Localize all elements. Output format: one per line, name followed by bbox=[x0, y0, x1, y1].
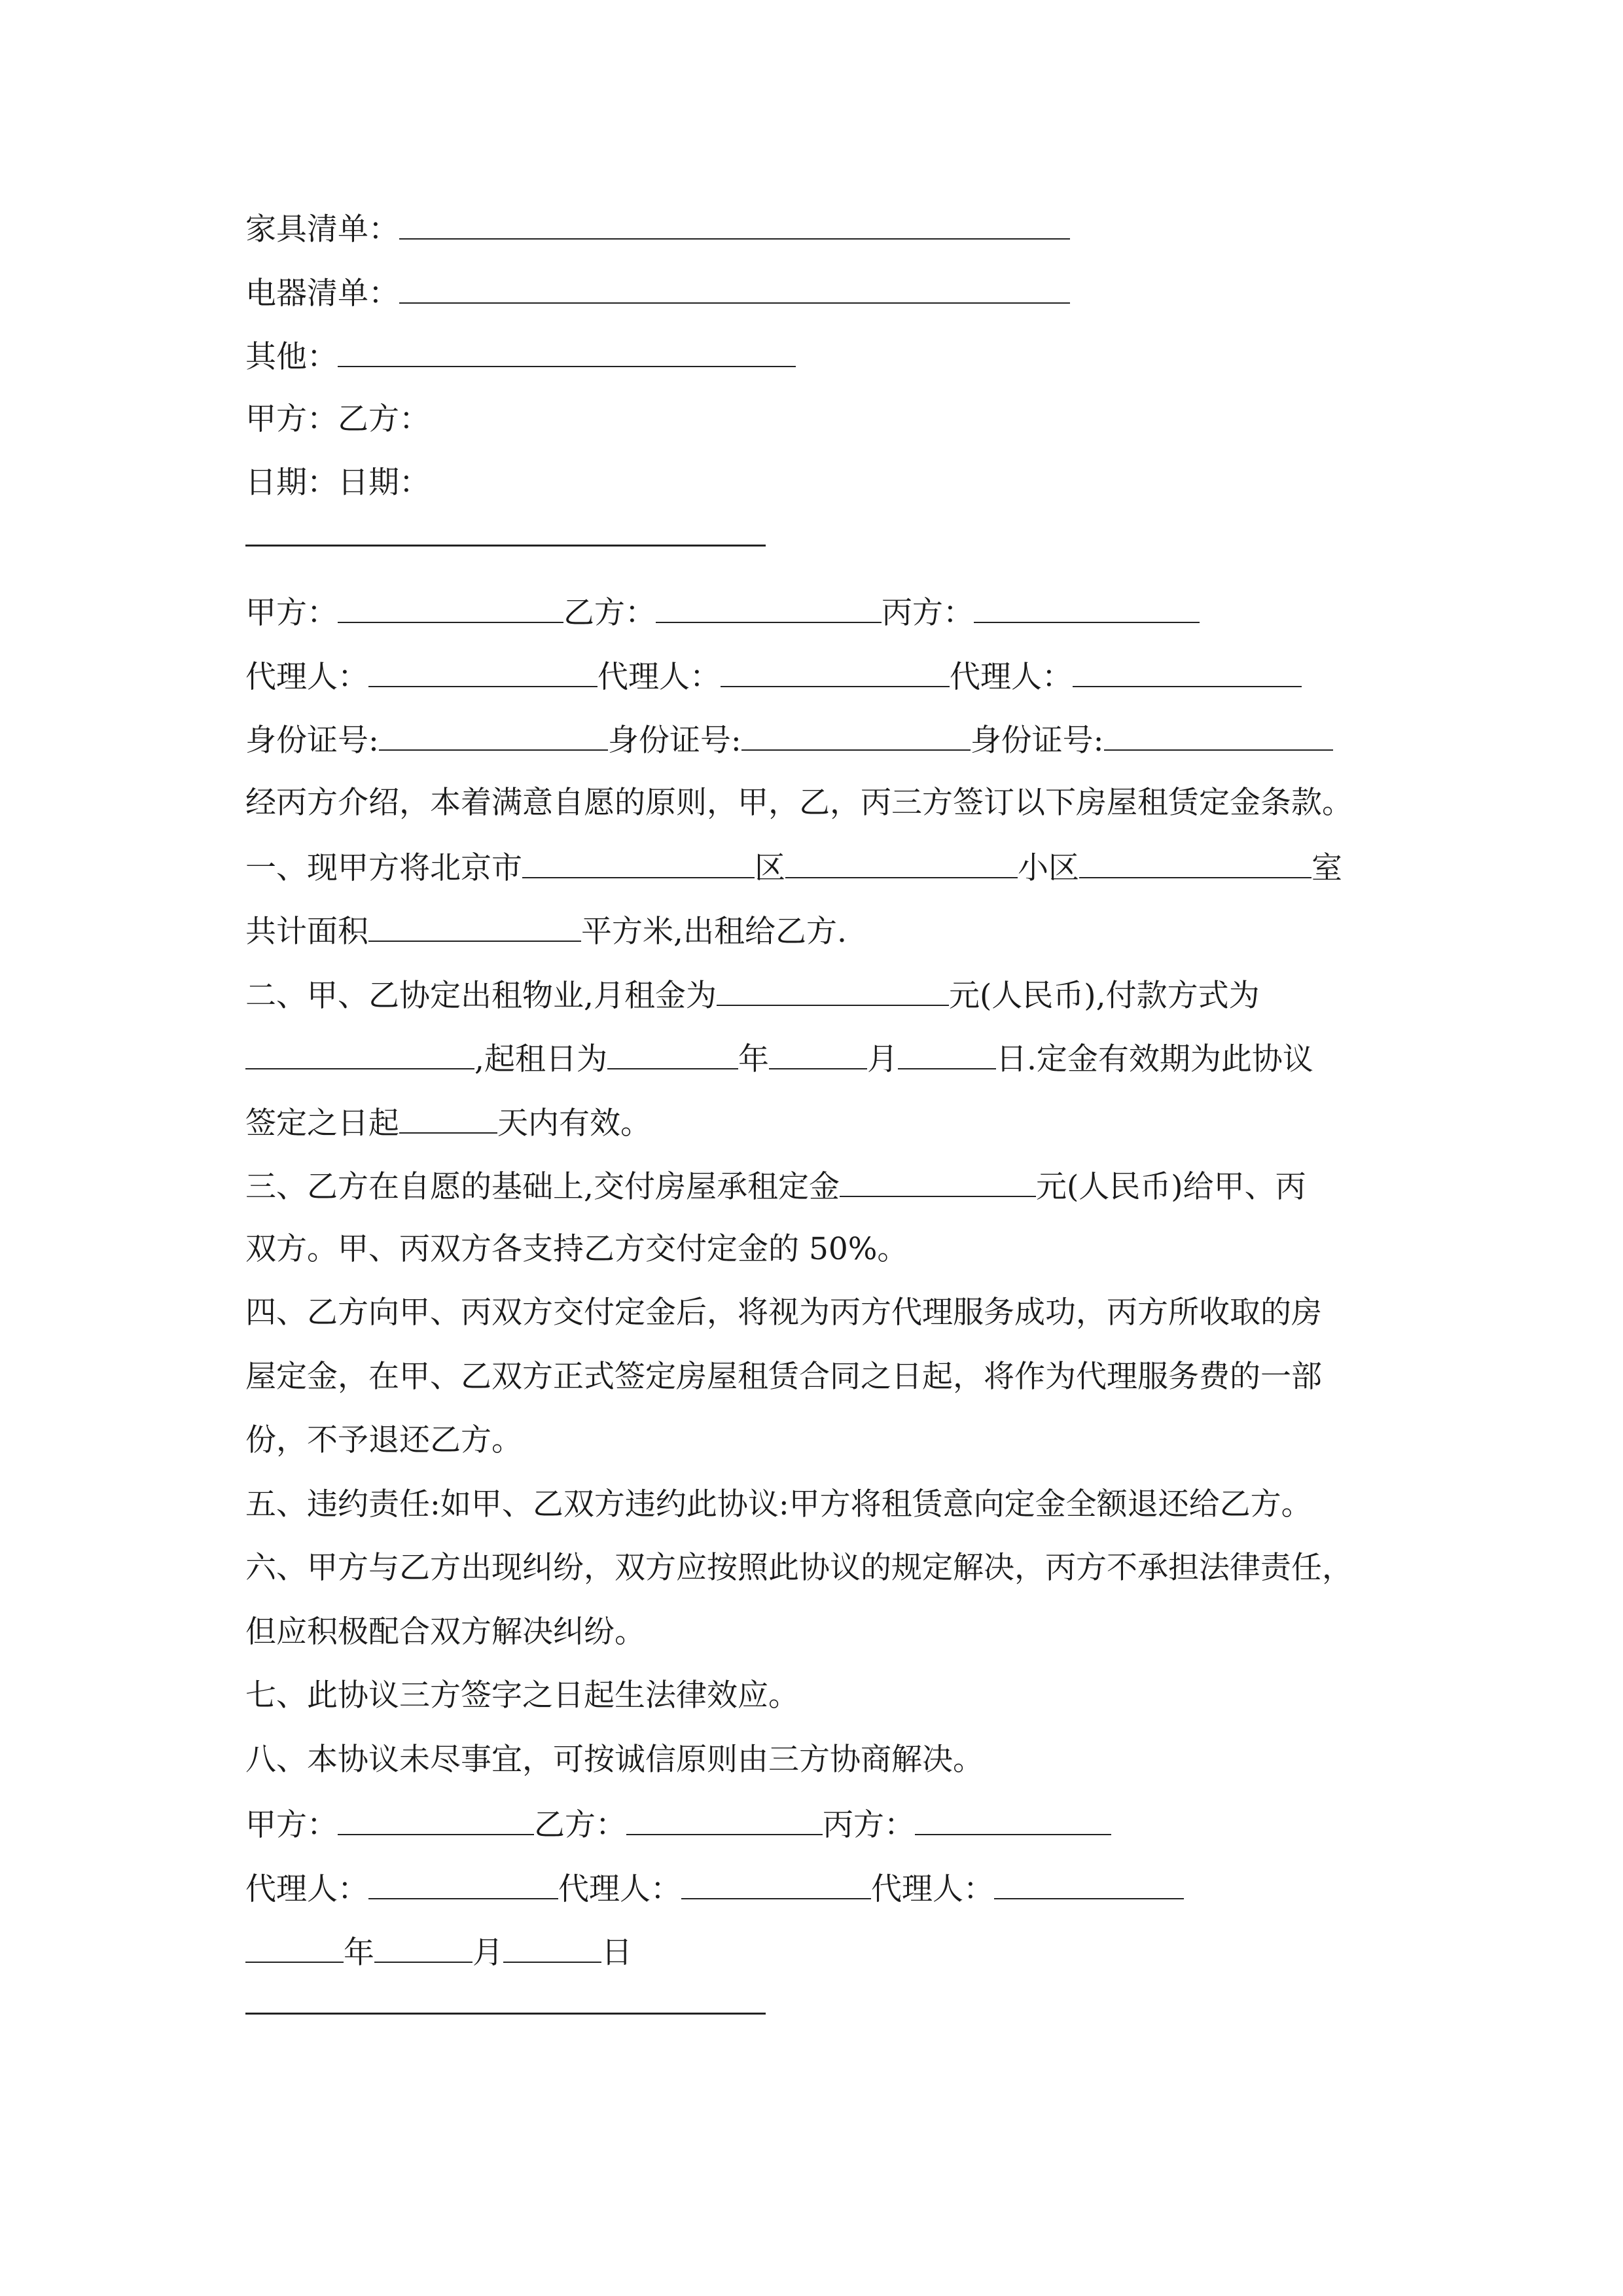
sig-party-b-blank[interactable] bbox=[626, 1804, 823, 1835]
agents-row bbox=[245, 656, 1302, 697]
clause-6-line-2: 但应积极配合双方解决纠纷。 bbox=[245, 1614, 645, 1650]
sign-day-label: 日 bbox=[601, 1935, 632, 1971]
area-blank[interactable] bbox=[368, 910, 581, 942]
sig-agent-b-blank[interactable] bbox=[681, 1868, 871, 1899]
party-b-label: 乙方： bbox=[563, 595, 656, 631]
furniture-list-label: 家具清单： bbox=[245, 211, 399, 247]
clause-3-line-1 bbox=[245, 1166, 1306, 1207]
clause-2-line-2 bbox=[245, 1038, 1313, 1079]
id-row bbox=[245, 719, 1333, 761]
clause-8: 八、本协议未尽事宜，可按诚信原则由三方协商解决。 bbox=[245, 1742, 984, 1778]
other-blank[interactable] bbox=[338, 336, 796, 367]
community-label: 小区 bbox=[1018, 850, 1079, 886]
party-b-blank[interactable] bbox=[656, 592, 882, 623]
community-blank[interactable] bbox=[785, 847, 1018, 878]
agent-c-label: 代理人： bbox=[950, 659, 1073, 695]
sign-day-blank[interactable] bbox=[503, 1931, 601, 1963]
clause-2-line-3 bbox=[245, 1102, 651, 1143]
id-a-label: 身份证号: bbox=[245, 723, 379, 759]
id-b-blank[interactable] bbox=[741, 719, 971, 751]
sig-agent-b-label: 代理人： bbox=[558, 1871, 681, 1907]
room-label: 室 bbox=[1311, 850, 1342, 886]
id-c-blank[interactable] bbox=[1104, 719, 1333, 751]
payment-method-label: 元(人民币),付款方式为 bbox=[948, 978, 1260, 1014]
appliance-list-blank[interactable] bbox=[399, 272, 1070, 304]
clause-1-line-2 bbox=[245, 910, 847, 952]
year-label: 年 bbox=[738, 1041, 769, 1077]
sig-party-a-blank[interactable] bbox=[338, 1804, 534, 1835]
sign-year-label: 年 bbox=[344, 1935, 374, 1971]
clause-4-line-3: 份，不予退还乙方。 bbox=[245, 1422, 522, 1458]
validity-days-blank[interactable] bbox=[399, 1102, 497, 1134]
id-b-label: 身份证号: bbox=[607, 723, 741, 759]
signature-agents-row bbox=[245, 1868, 1184, 1909]
month-label: 月 bbox=[866, 1041, 898, 1077]
validity-start-text: 签定之日起 bbox=[245, 1105, 399, 1141]
agent-b-blank[interactable] bbox=[721, 656, 950, 687]
clause-2-line-1 bbox=[245, 975, 1260, 1016]
clause-6-line-1: 六、甲方与乙方出现纠纷，双方应按照此协议的规定解决，丙方不承担法律责任， bbox=[245, 1550, 1353, 1586]
date-sign-line: 日期：日期： bbox=[245, 465, 430, 501]
district-blank[interactable] bbox=[522, 847, 755, 878]
signature-parties-row bbox=[245, 1804, 1111, 1845]
agent-c-blank[interactable] bbox=[1073, 656, 1302, 687]
furniture-list-blank[interactable] bbox=[399, 208, 1070, 240]
clause-1-line-1 bbox=[245, 847, 1342, 888]
sig-party-c-blank[interactable] bbox=[915, 1804, 1111, 1835]
start-day-blank[interactable] bbox=[898, 1038, 996, 1069]
monthly-rent-blank[interactable] bbox=[717, 975, 949, 1006]
sign-month-label: 月 bbox=[473, 1935, 503, 1971]
parties-row bbox=[245, 592, 1200, 633]
room-blank[interactable] bbox=[1079, 847, 1311, 878]
party-c-label: 丙方： bbox=[882, 595, 974, 631]
section-divider-top bbox=[245, 545, 766, 547]
sign-year-blank[interactable] bbox=[245, 1931, 344, 1963]
id-a-blank[interactable] bbox=[379, 719, 608, 751]
deposit-amount-blank[interactable] bbox=[840, 1166, 1036, 1197]
intro-paragraph: 经丙方介绍，本着满意自愿的原则，甲，乙，丙三方签订以下房屋租赁定金条款。 bbox=[245, 785, 1353, 821]
clause-4-line-1 bbox=[245, 1293, 1378, 1333]
district-label: 区 bbox=[755, 850, 785, 886]
clause-2-text: 二、甲、乙协定出租物业,月租金为 bbox=[245, 978, 717, 1014]
validity-end-text: 天内有效。 bbox=[497, 1105, 651, 1141]
sig-party-a-label: 甲方： bbox=[245, 1807, 338, 1843]
section-divider-bottom bbox=[245, 2013, 766, 2015]
sig-agent-c-blank[interactable] bbox=[994, 1868, 1184, 1899]
sig-party-b-label: 乙方： bbox=[534, 1807, 626, 1843]
clause-1-text: 一、现甲方将北京市 bbox=[245, 850, 522, 886]
party-a-blank[interactable] bbox=[338, 592, 563, 623]
payment-method-blank[interactable] bbox=[245, 1038, 474, 1069]
sign-month-blank[interactable] bbox=[374, 1931, 473, 1963]
agent-a-blank[interactable] bbox=[368, 656, 597, 687]
clause-7: 七、此协议三方签字之日起生法律效应。 bbox=[245, 1677, 799, 1713]
sig-agent-a-label: 代理人： bbox=[245, 1871, 368, 1907]
party-a-label: 甲方： bbox=[245, 595, 338, 631]
start-month-blank[interactable] bbox=[769, 1038, 867, 1069]
sig-agent-c-label: 代理人： bbox=[871, 1871, 994, 1907]
furniture-list-line bbox=[245, 208, 1070, 249]
start-year-blank[interactable] bbox=[607, 1038, 738, 1069]
clause-4-line-2: 屋定金，在甲、乙双方正式签定房屋租赁合同之日起，将作为代理服务费的一部 bbox=[245, 1359, 1322, 1395]
clause-4-text-1: 四、乙方向甲、丙双方交付定金后，将视为丙方代理服务成功，丙方所收取的房 bbox=[245, 1295, 1322, 1331]
start-date-label: ,起租日为 bbox=[474, 1041, 607, 1077]
deposit-currency-text: 元(人民币)给甲、丙 bbox=[1035, 1169, 1306, 1205]
agent-a-label: 代理人： bbox=[245, 659, 368, 695]
clause-3-text: 三、乙方在自愿的基础上,交付房屋承租定金 bbox=[245, 1169, 840, 1205]
party-c-blank[interactable] bbox=[974, 592, 1200, 623]
appliance-list-label: 电器清单： bbox=[245, 276, 399, 312]
validity-text: 日.定金有效期为此协议 bbox=[995, 1041, 1313, 1077]
signature-date-row bbox=[245, 1931, 632, 1973]
clause-5: 五、违约责任:如甲、乙双方违约此协议:甲方将租赁意向定金全额退还给乙方。 bbox=[245, 1486, 1312, 1522]
area-unit-text: 平方米,出租给乙方. bbox=[581, 914, 847, 950]
sig-agent-a-blank[interactable] bbox=[368, 1868, 558, 1899]
id-c-label: 身份证号: bbox=[970, 723, 1104, 759]
agent-b-label: 代理人： bbox=[597, 659, 721, 695]
appliance-list-line bbox=[245, 272, 1070, 314]
clause-3-line-2: 双方。甲、丙双方各支持乙方交付定金的 50%。 bbox=[245, 1231, 908, 1267]
other-line bbox=[245, 336, 796, 377]
other-label: 其他： bbox=[245, 339, 338, 375]
sig-party-c-label: 丙方： bbox=[823, 1807, 915, 1843]
area-label: 共计面积 bbox=[245, 914, 368, 950]
party-sign-line: 甲方：乙方： bbox=[245, 401, 430, 437]
